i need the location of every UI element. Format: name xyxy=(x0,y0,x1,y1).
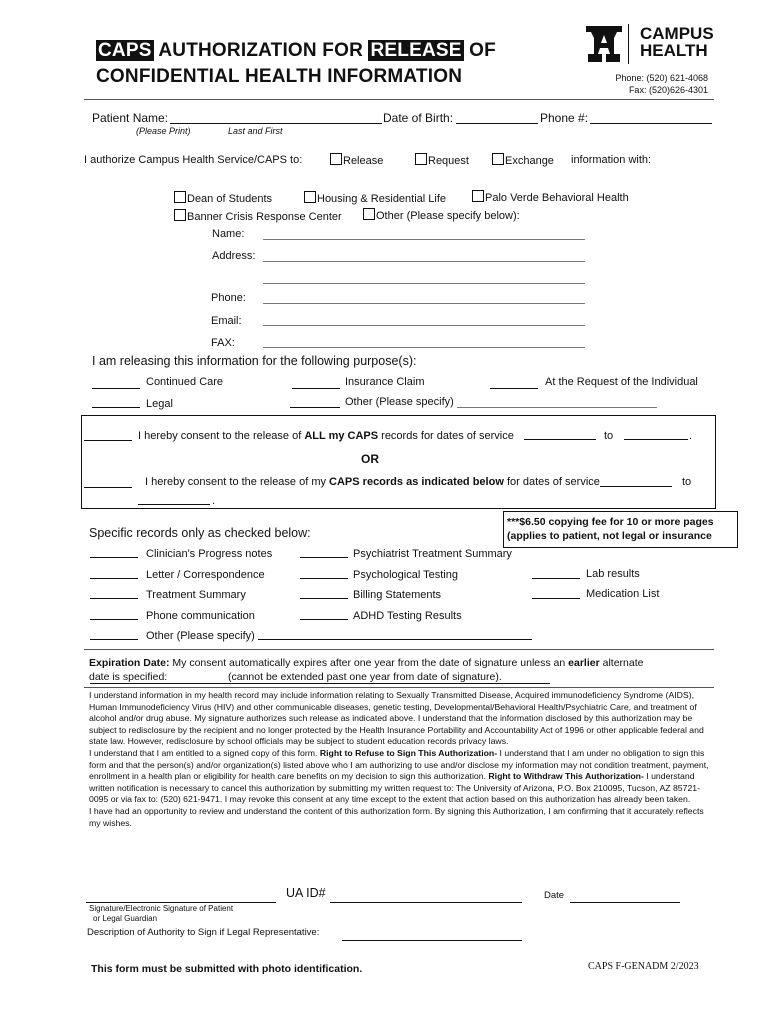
request-individual-label: At the Request of the Individual xyxy=(545,376,698,388)
signature-label xyxy=(89,904,233,924)
legal-p2-withdraw: Right to Withdraw This Authorization- xyxy=(488,771,644,782)
banner-checkbox[interactable] xyxy=(174,209,186,221)
signature-field[interactable] xyxy=(86,902,276,903)
title-of: OF xyxy=(463,40,496,61)
request-individual-field[interactable] xyxy=(490,388,538,389)
letter-label: Letter / Correspondence xyxy=(146,569,265,581)
phone-field[interactable] xyxy=(590,123,712,124)
letter-field[interactable] xyxy=(90,578,138,579)
expiration-bottom-divider xyxy=(84,687,714,688)
hint-last-first: Last and First xyxy=(228,126,283,136)
recipient-email-label: Email: xyxy=(211,315,242,327)
logo-divider xyxy=(628,24,629,64)
expiration-line1 xyxy=(89,657,643,669)
legal-label: Legal xyxy=(146,398,173,410)
psychiatrist-summary-label: Psychiatrist Treatment Summary xyxy=(353,548,512,560)
consent-ind-post: for dates of service xyxy=(503,476,600,488)
expiration-line2-post: (cannot be extended past one year from date of signature). xyxy=(228,671,502,683)
recipient-address-field-2[interactable] xyxy=(263,283,585,284)
hint-please-print: (Please Print) xyxy=(136,126,191,136)
recipient-palo-verde[interactable] xyxy=(472,190,629,204)
authority-label: Description of Authority to Sign if Legal Representative: xyxy=(87,927,320,938)
palo-verde-checkbox[interactable] xyxy=(472,190,484,202)
exchange-label: Exchange xyxy=(505,155,554,167)
legal-paragraph-3: I have had an opportunity to review and understand the content of this authorization form. By signing this Authorization, I am confirming that it accurately reflects my wishes. xyxy=(89,805,704,828)
adhd-field[interactable] xyxy=(300,619,348,620)
title-authorization: AUTHORIZATION FOR xyxy=(153,40,369,61)
expiration-top-divider xyxy=(84,649,714,650)
consent-ind-from-date[interactable] xyxy=(600,486,672,487)
expiration-earlier: earlier xyxy=(568,657,600,669)
other-purpose-field[interactable] xyxy=(457,407,657,408)
fee-line2: (applies to patient, not legal or insurance xyxy=(507,530,712,542)
logo-health: HEALTH xyxy=(640,41,708,60)
expiration-label: Expiration Date: xyxy=(89,657,170,669)
form-code: CAPS F-GENADM 2/2023 xyxy=(588,961,699,972)
fee-line1: ***$6.50 copying fee for 10 or more pages xyxy=(507,516,714,528)
recipient-name-label: Name: xyxy=(212,228,245,240)
banner-label: Banner Crisis Response Center xyxy=(187,211,342,223)
lab-results-field[interactable] xyxy=(532,578,580,579)
recipient-other[interactable] xyxy=(363,208,520,222)
header-divider xyxy=(84,99,714,100)
legal-paragraph-2 xyxy=(89,748,713,806)
consent-ind-pre: I hereby consent to the release of my xyxy=(145,476,330,488)
authorize-tail: information with: xyxy=(571,154,652,166)
palo-verde-label: Palo Verde Behavioral Health xyxy=(485,192,629,204)
expiration-date-field[interactable] xyxy=(90,683,550,684)
phone-comm-label: Phone communication xyxy=(146,610,255,622)
title-release: RELEASE xyxy=(370,40,462,61)
release-label: Release xyxy=(343,155,384,167)
housing-checkbox[interactable] xyxy=(304,191,316,203)
contact-fax: Fax: (520)626-4301 xyxy=(628,85,708,95)
authority-field[interactable] xyxy=(342,940,522,941)
legal-p2-pre: I understand that I am entitled to a signed copy of this form. xyxy=(89,747,320,758)
consent-all-pre: I hereby consent to the release of xyxy=(138,430,305,442)
release-checkbox[interactable] xyxy=(330,153,342,165)
psych-testing-field[interactable] xyxy=(300,578,348,579)
billing-label: Billing Statements xyxy=(353,589,442,601)
progress-notes-label: Clinician's Progress notes xyxy=(146,548,273,560)
consent-ind-to-date[interactable] xyxy=(138,504,210,505)
ua-id-label: UA ID# xyxy=(286,886,326,900)
recipient-address-label: Address: xyxy=(212,250,256,262)
phone-comm-field[interactable] xyxy=(90,619,138,620)
records-heading: Specific records only as checked below: xyxy=(89,526,311,540)
continued-care-label: Continued Care xyxy=(146,376,224,388)
logo-text xyxy=(640,25,714,59)
authorize-lead: I authorize Campus Health Service/CAPS to: xyxy=(84,154,303,166)
consent-ind-bold: CAPS records as indicated below xyxy=(329,476,504,488)
purpose-heading: I am releasing this information for the following purpose(s): xyxy=(92,354,417,368)
billing-field[interactable] xyxy=(300,598,348,599)
legal-p2-post: I understand written notification is necessary to cancel this authorization by submitting my written request to: The University of Arizona, P.O. Box 210095, Tucson, AZ 85721-0095 or via fax to: (520) 621-9471. I may revoke this consent at any time except to the extent that action based on this authorization has already been taken. xyxy=(89,771,701,805)
release-option[interactable] xyxy=(330,153,383,167)
adhd-label: ADHD Testing Results xyxy=(353,610,462,622)
recipient-name-field[interactable] xyxy=(263,239,585,240)
expiration-text2: alternate xyxy=(599,657,644,669)
consent-or: OR xyxy=(361,452,379,466)
form-title-line1 xyxy=(96,40,496,62)
photo-id-notice: This form must be submitted with photo identification. xyxy=(91,963,363,975)
continued-care-field[interactable] xyxy=(92,388,140,389)
recipient-dean[interactable] xyxy=(174,191,272,205)
consent-all-text xyxy=(138,430,514,442)
progress-notes-field[interactable] xyxy=(90,557,138,558)
other-records-checkline[interactable] xyxy=(90,639,138,640)
consent-ind-to: to xyxy=(682,476,692,488)
consent-all-field[interactable] xyxy=(84,440,132,441)
consent-indicated-text xyxy=(145,476,600,488)
legal-text-block xyxy=(89,690,713,829)
expiration-line2-pre: date is specified: xyxy=(89,671,168,683)
dob-field[interactable] xyxy=(456,123,538,124)
recipient-banner[interactable] xyxy=(174,209,342,223)
treatment-summary-field[interactable] xyxy=(90,598,138,599)
recipient-email-field[interactable] xyxy=(263,325,585,326)
other-recipient-label: Other (Please specify below): xyxy=(376,210,520,222)
lab-results-label: Lab results xyxy=(586,568,640,580)
signature-label-1: Signature/Electronic Signature of Patient xyxy=(89,904,234,913)
contact-phone: Phone: (520) 621-4068 xyxy=(615,73,708,83)
other-records-field[interactable] xyxy=(258,639,532,640)
psychiatrist-summary-field[interactable] xyxy=(300,557,348,558)
medication-label: Medication List xyxy=(586,588,660,600)
request-option[interactable] xyxy=(415,153,469,167)
consent-indicated-field[interactable] xyxy=(84,487,132,488)
other-recipient-checkbox[interactable] xyxy=(363,208,375,220)
psych-testing-label: Psychological Testing xyxy=(353,569,458,581)
request-label: Request xyxy=(428,155,469,167)
copying-fee-text xyxy=(507,515,714,543)
recipient-phone-label: Phone: xyxy=(211,292,246,304)
consent-all-to: to xyxy=(604,430,614,442)
treatment-summary-label: Treatment Summary xyxy=(146,589,246,601)
date-field[interactable] xyxy=(570,902,680,903)
dean-checkbox[interactable] xyxy=(174,191,186,203)
ua-id-field[interactable] xyxy=(330,902,522,903)
consent-all-from-date[interactable] xyxy=(524,439,596,440)
recipient-fax-label: FAX: xyxy=(211,337,235,349)
legal-field[interactable] xyxy=(92,407,140,408)
university-block-a-logo-icon xyxy=(584,24,624,64)
contact-info xyxy=(615,72,708,96)
consent-all-post: records for dates of service xyxy=(378,430,514,442)
dob-label: Date of Birth: xyxy=(383,111,454,125)
form-title-line2: CONFIDENTIAL HEALTH INFORMATION xyxy=(96,66,463,87)
recipient-housing[interactable] xyxy=(304,191,446,205)
title-caps: CAPS xyxy=(98,40,152,61)
insurance-claim-field[interactable] xyxy=(292,388,340,389)
recipient-fax-field[interactable] xyxy=(263,347,585,348)
request-checkbox[interactable] xyxy=(415,153,427,165)
phone-label: Phone #: xyxy=(540,111,589,125)
signature-label-2: or Legal Guardian xyxy=(93,914,158,923)
medication-field[interactable] xyxy=(532,598,580,599)
recipient-phone-field[interactable] xyxy=(263,303,585,304)
consent-all-to-date[interactable] xyxy=(624,439,688,440)
dean-label: Dean of Students xyxy=(187,193,273,205)
logo-campus: CAMPUS xyxy=(640,24,714,43)
date-label: Date xyxy=(544,890,565,901)
consent-all-dot: . xyxy=(689,430,693,442)
insurance-claim-label: Insurance Claim xyxy=(345,376,425,388)
consent-ind-dot: . xyxy=(212,495,216,507)
other-purpose-checkline[interactable] xyxy=(290,407,340,408)
exchange-checkbox[interactable] xyxy=(492,153,504,165)
legal-p2-mid: I understand that I am under no obligation to sign this form and that the person(s) and/or organization(s) listed above who I am authorizing to use and/or disclose my information may not condition treatment, payment, enrollment in a health plan or eligibility for health care benefits on my decision to sign this authorization. xyxy=(89,747,709,782)
legal-paragraph-1: I understand information in my health record may include information relating to Sexually Transmitted Disease, Acquired immunodeficiency Syndrome (AIDS), Human Immunodeficiency Virus (HIV) and other communicable diseases, genetic testing, Developmental/Behavioral Health/Psychiatric Care, and treatment of alcohol and/or drug abuse. My signature authorizes such release as indicated above. I understand that the information disclosed by this authorization may be subject to redisclosure by the recipient and no longer protected by the Health Insurance Portability and Accountability Act of 1996 or other applicable federal and state law. However, redisclosure by school officials may be subject to student education records privacy laws. xyxy=(89,690,704,747)
exchange-option[interactable] xyxy=(492,153,554,167)
other-records-label: Other (Please specify) xyxy=(146,630,255,642)
recipient-address-field[interactable] xyxy=(263,261,585,262)
housing-label: Housing & Residential Life xyxy=(317,193,447,205)
patient-name-label: Patient Name: xyxy=(92,111,169,125)
legal-p2-refuse: Right to Refuse to Sign This Authorization- xyxy=(319,747,498,758)
patient-name-field[interactable] xyxy=(170,123,382,124)
expiration-text1: My consent automatically expires after one year from the date of signature unless an xyxy=(169,657,569,669)
consent-all-bold: ALL my CAPS xyxy=(304,430,379,442)
other-purpose-label: Other (Please specify) xyxy=(345,396,454,408)
